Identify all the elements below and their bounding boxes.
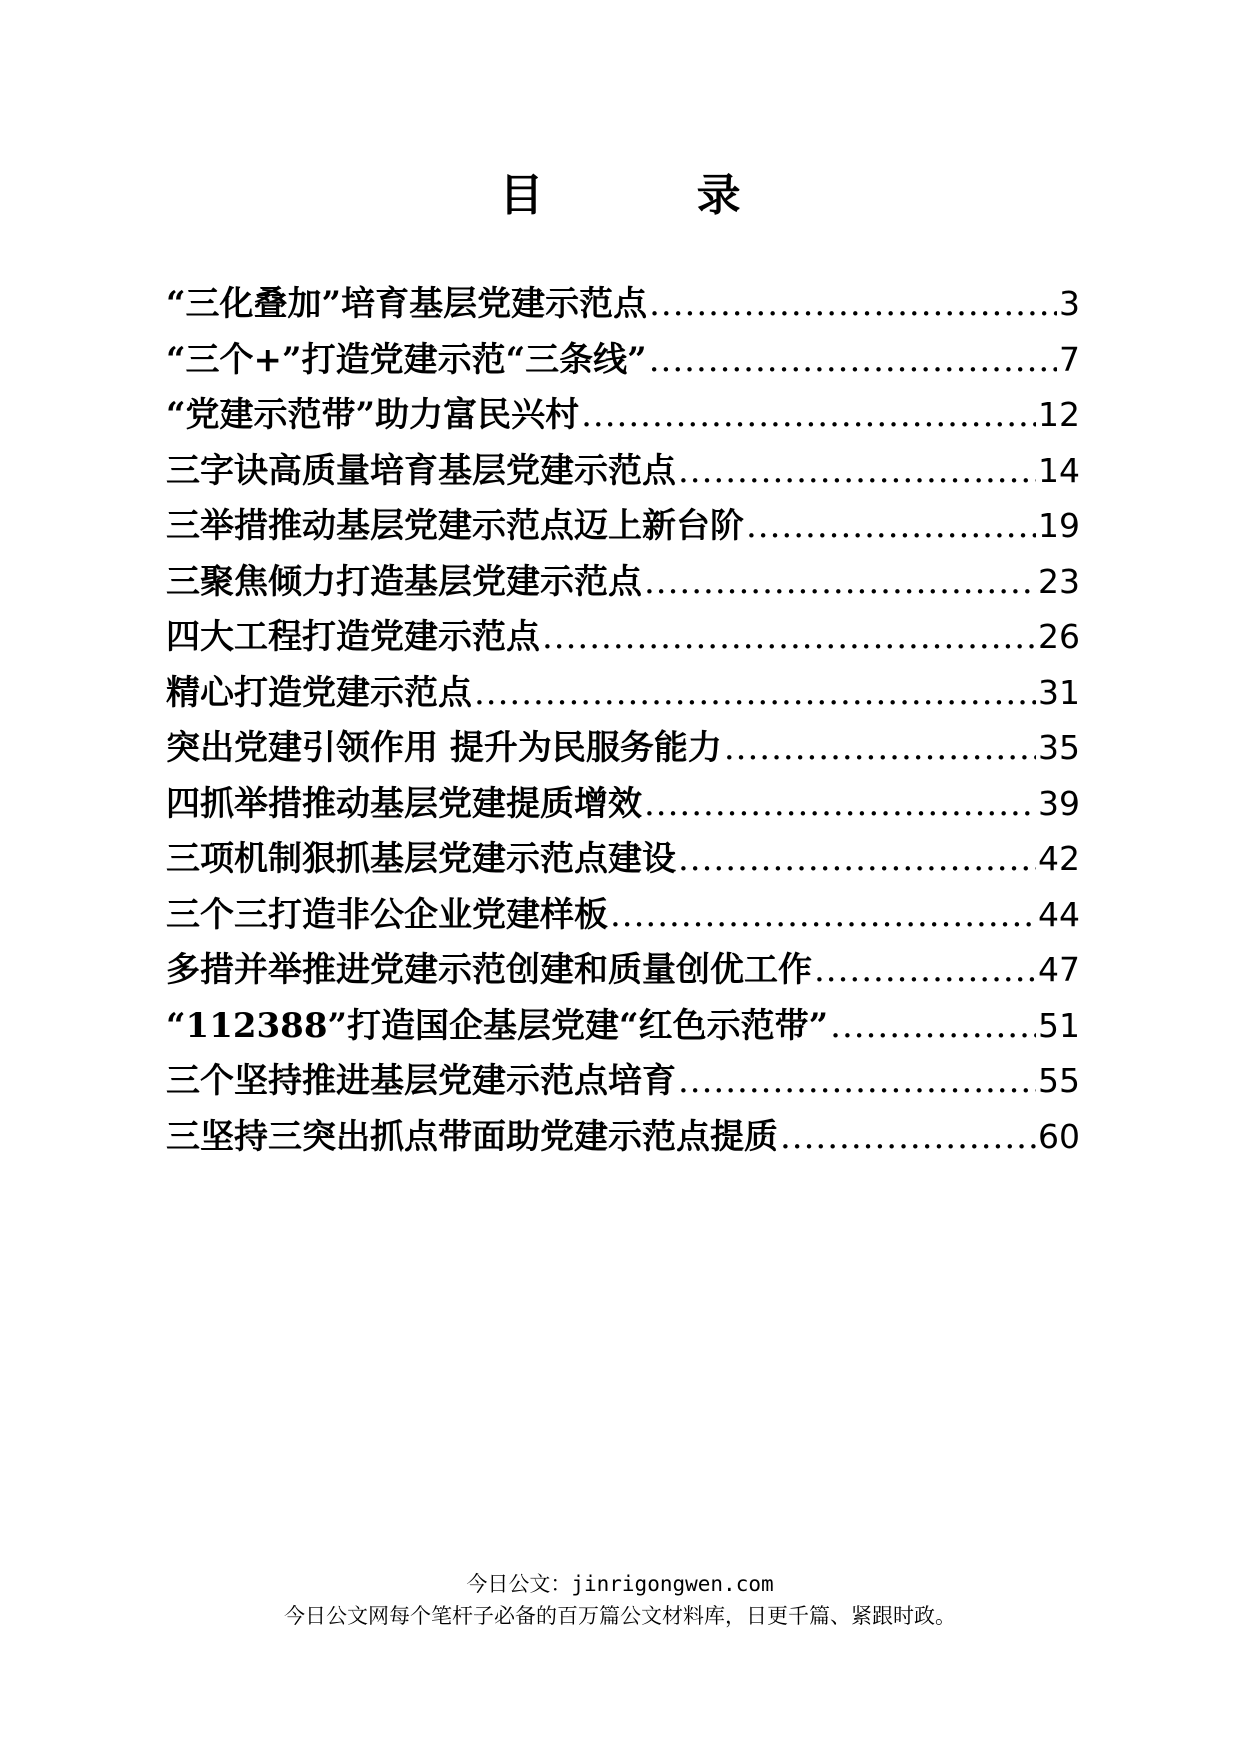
toc-entry[interactable] (166, 276, 1080, 332)
toc-leader-dots (746, 499, 1036, 554)
toc-entry-page: 31 (1038, 672, 1080, 712)
toc-entry-page: 3 (1059, 284, 1080, 323)
toc-entry-title: 三举措推动基层党建示范点迈上新台阶 (166, 506, 744, 546)
toc-leader-dots (644, 777, 1036, 832)
footer-site-line (0, 1568, 1240, 1600)
toc-leader-dots (649, 333, 1057, 388)
toc-entry[interactable] (166, 942, 1080, 998)
toc-entry-title: 多措并举推进党建示范创建和质量创优工作 (166, 950, 812, 990)
toc-entry-page: 19 (1038, 506, 1080, 545)
toc-entry-page: 35 (1038, 728, 1080, 767)
toc-leader-dots (830, 999, 1036, 1054)
toc-entry-title: 四抓举措推动基层党建提质增效 (166, 783, 642, 824)
toc-entry-page: 47 (1038, 950, 1080, 989)
toc-entry-title: “党建示范带”助力富民兴村 (166, 395, 580, 435)
toc-entry-page: 42 (1038, 839, 1080, 878)
toc-entry-page: 12 (1038, 395, 1080, 434)
toc-entry-page: 26 (1038, 617, 1080, 656)
toc-entry-page: 44 (1038, 894, 1080, 934)
toc-entry-title: 三坚持三突出抓点带面助党建示范点提质 (166, 1116, 778, 1157)
toc-entry-title: 三项机制狠抓基层党建示范点建设 (166, 839, 676, 879)
toc-entry[interactable] (166, 498, 1080, 554)
toc-entry-page: 55 (1038, 1061, 1080, 1100)
toc-leader-dots (649, 277, 1057, 332)
footer-tagline: 今日公文网每个笔杆子必备的百万篇公文材料库，日更千篇、紧跟时政。 (284, 1604, 956, 1628)
toc-leader-dots (678, 444, 1036, 499)
toc-entry[interactable] (166, 609, 1080, 665)
toc-entry-title: 三字诀高质量培育基层党建示范点 (166, 450, 676, 491)
toc-entry-title: “三个+”打造党建示范“三条线” (166, 339, 647, 380)
toc-entry-page: 14 (1038, 450, 1080, 490)
toc-leader-dots (780, 1110, 1036, 1165)
toc-leader-dots (644, 555, 1036, 610)
toc-entry[interactable] (166, 332, 1080, 388)
toc-entry-title: 精心打造党建示范点 (166, 672, 472, 713)
toc-entry-title: 四大工程打造党建示范点 (166, 617, 540, 657)
toc-entry-page: 60 (1038, 1116, 1080, 1156)
toc-leader-dots (610, 888, 1036, 943)
toc-entry-title: “112388”打造国企基层党建“红色示范带” (166, 1005, 829, 1046)
toc-entry-title: 突出党建引领作用 提升为民服务能力 (166, 728, 722, 768)
toc-entry[interactable] (166, 998, 1080, 1054)
toc-entry[interactable] (166, 887, 1080, 943)
toc-leader-dots (814, 943, 1036, 998)
toc-entry[interactable] (166, 776, 1080, 832)
toc-leader-dots (724, 721, 1036, 776)
toc-entry-title: 三个坚持推进基层党建示范点培育 (166, 1061, 676, 1101)
toc-entry[interactable] (166, 387, 1080, 443)
toc-entry[interactable] (166, 665, 1080, 721)
toc-entry-page: 39 (1038, 783, 1080, 823)
page-title: 目 录 (499, 170, 741, 221)
toc-entry[interactable] (166, 831, 1080, 887)
table-of-contents (166, 276, 1080, 1164)
page-footer (0, 1568, 1240, 1632)
toc-leader-dots (581, 388, 1036, 443)
toc-entry-page: 23 (1038, 561, 1080, 601)
toc-leader-dots (542, 610, 1036, 665)
toc-entry[interactable] (166, 554, 1080, 610)
toc-entry[interactable] (166, 720, 1080, 776)
toc-entry-title: 三个三打造非公企业党建样板 (166, 894, 608, 935)
toc-leader-dots (678, 1054, 1036, 1109)
toc-entry-title: “三化叠加”培育基层党建示范点 (166, 284, 648, 324)
toc-entry[interactable] (166, 1053, 1080, 1109)
footer-site-label: 今日公文： (466, 1572, 572, 1596)
toc-leader-dots (474, 666, 1036, 721)
toc-entry-page: 7 (1059, 339, 1080, 379)
toc-entry-title: 三聚焦倾力打造基层党建示范点 (166, 561, 642, 602)
toc-entry[interactable] (166, 443, 1080, 499)
toc-entry[interactable] (166, 1109, 1080, 1165)
toc-entry-page: 51 (1038, 1005, 1080, 1045)
toc-leader-dots (678, 832, 1036, 887)
footer-site-link[interactable]: jinrigongwen.com (571, 1572, 774, 1596)
